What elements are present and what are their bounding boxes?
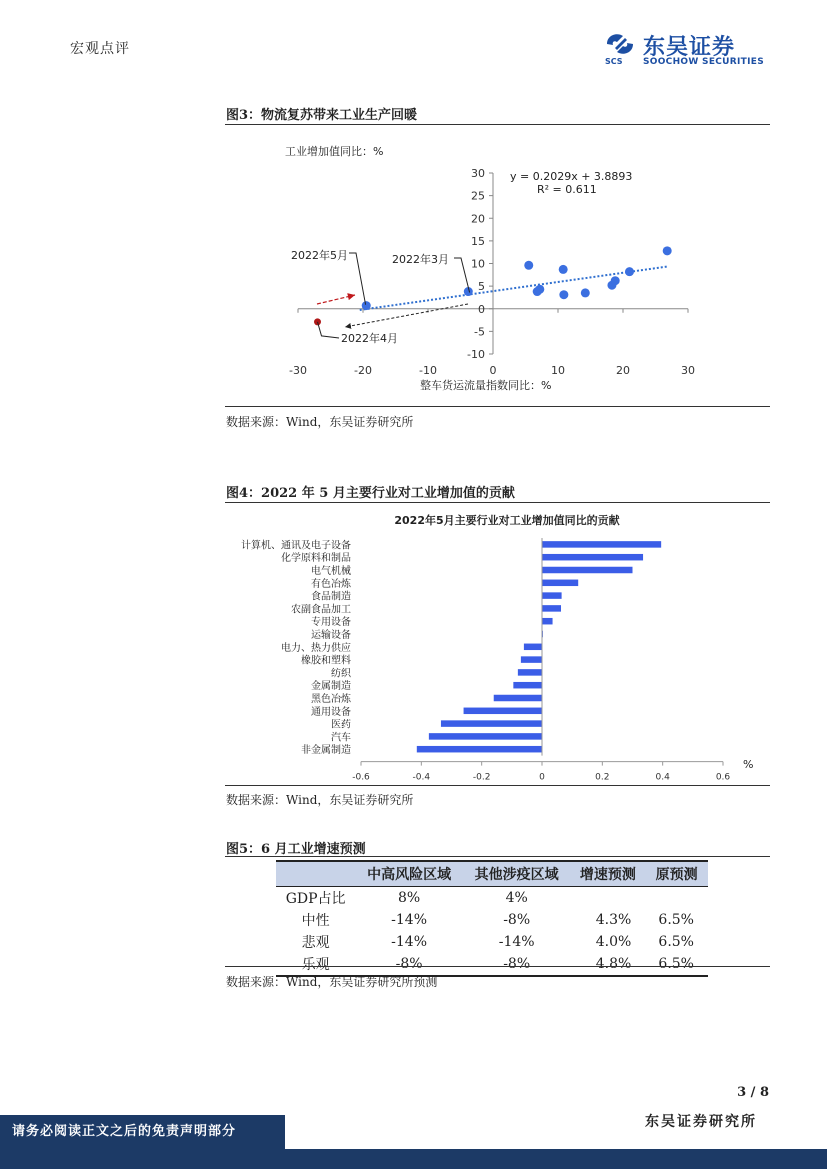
table-header-cell: 原预测: [645, 861, 708, 887]
scatter-point: [362, 301, 371, 310]
scatter-point: [663, 246, 672, 255]
bar-category-label: 农副食品加工: [291, 604, 351, 616]
table-cell: -14%: [391, 934, 428, 950]
bar-category-label: 食品制造: [311, 591, 351, 603]
scatter-r2: R² = 0.611: [537, 183, 597, 196]
scatter-point: [524, 261, 533, 270]
bar: [441, 720, 542, 727]
bar-category-label: 化学原料和制品: [281, 553, 351, 565]
bar: [429, 733, 542, 740]
bar-category-label: 专用设备: [311, 617, 351, 629]
logo-chinese-name: 东吴证券: [643, 35, 736, 60]
scatter-y-tick-label: 25: [471, 189, 485, 203]
table-row: [276, 887, 708, 910]
table-cell: GDP占比: [285, 891, 346, 907]
annotation-may-leader: [349, 253, 366, 305]
scatter-point: [611, 276, 620, 285]
figure5-source: 数据来源：Wind，东吴证券研究所预测: [226, 975, 438, 989]
bar-x-tick-label: -0.6: [352, 772, 370, 782]
table-cell: -14%: [498, 934, 535, 950]
table-header-cell: [276, 861, 355, 887]
table-cell: 4.8%: [570, 953, 645, 976]
table-header-cell: 其他涉疫区域: [463, 861, 571, 887]
scatter-x-tick-label: -30: [289, 364, 307, 377]
table-cell: -8%: [463, 953, 571, 976]
scatter-x-tick-label: 0: [489, 364, 497, 377]
scatter-xlabel: 整车货运流量指数同比：%: [420, 379, 552, 392]
bar-x-tick-label: 0.2: [595, 772, 610, 782]
footer-firm-name: 东吴证券研究所: [645, 1114, 757, 1130]
company-logo: [603, 30, 773, 70]
logo-abbr: SCS: [605, 57, 623, 66]
figure4-title: 图4：2022 年 5 月主要行业对工业增加值的贡献: [226, 486, 515, 501]
bar-x-tick-label: 0.6: [715, 772, 731, 782]
figure3-scatter-chart: [225, 128, 770, 400]
annotation-may: 2022年5月: [291, 249, 348, 262]
bar: [542, 580, 578, 587]
bar-x-tick-label: 0.4: [655, 772, 670, 782]
scatter-y-tick-label: 20: [471, 212, 485, 226]
table-row: [276, 931, 708, 953]
figure4-bottom-rule: [225, 785, 770, 786]
bar-unit-label: %: [743, 758, 754, 771]
report-type-label: 宏观点评: [70, 41, 130, 57]
logo-mark-icon: [603, 30, 637, 58]
bar-x-tick-label: -0.2: [472, 772, 491, 782]
table-header-row: [276, 861, 708, 887]
bar-category-label: 汽车: [331, 732, 351, 744]
table-cell: -8%: [355, 953, 463, 976]
table-row: [276, 909, 708, 931]
figure5-bottom-rule: [225, 966, 770, 967]
annotation-march: 2022年3月: [392, 253, 449, 266]
table-cell: -14%: [391, 912, 428, 928]
bar-x-tick-label: 0: [539, 772, 545, 782]
scatter-y-tick-label: -10: [467, 348, 485, 361]
scatter-y-tick-label: 0: [478, 302, 485, 316]
bar: [513, 682, 542, 689]
figure5-top-rule: [225, 856, 770, 857]
figure5-title: 图5：6 月工业增速预测: [226, 842, 366, 857]
bar: [542, 592, 562, 599]
figure4-top-rule: [225, 502, 770, 503]
page-number: 3 / 8: [737, 1085, 769, 1100]
bar-category-label: 运输设备: [311, 630, 351, 641]
bar: [542, 541, 661, 548]
figure3-title: 图3：物流复苏带来工业生产回暖: [226, 108, 418, 123]
footer-bar: [0, 1149, 827, 1169]
annotation-april-leader: [318, 322, 340, 338]
scatter-point: [581, 288, 590, 297]
figure3-top-rule: [225, 124, 770, 125]
bar-category-label: 电力、热力供应: [281, 642, 351, 654]
bar: [542, 618, 553, 625]
table-cell: 乐观: [276, 953, 355, 976]
table-cell: -8%: [503, 912, 531, 928]
bar: [542, 605, 561, 612]
scatter-y-tick-label: 15: [471, 234, 485, 248]
bar-category-label: 非金属制造: [301, 745, 351, 757]
scatter-y-tick-label: -5: [474, 325, 485, 339]
scatter-ylabel: 工业增加值同比：%: [285, 145, 384, 158]
bar-category-label: 医药: [331, 719, 351, 731]
bar-chart-title: 2022年5月主要行业对工业增加值同比的贡献: [394, 514, 620, 527]
scatter-point: [559, 290, 568, 299]
bar: [417, 746, 542, 753]
scatter-x-tick-label: 20: [616, 364, 630, 377]
table-cell: 悲观: [301, 935, 330, 951]
bar-category-label: 金属制造: [311, 681, 351, 693]
bar: [464, 708, 542, 715]
scatter-y-tick-label: 10: [471, 257, 485, 271]
scatter-x-tick-label: 10: [551, 364, 565, 377]
figure4-bar-chart: [225, 504, 770, 782]
table-cell: 中性: [301, 913, 330, 929]
bar-category-label: 黑色冶炼: [311, 694, 351, 705]
figure3-source: 数据来源：Wind，东吴证券研究所: [226, 415, 414, 429]
table-cell: 4.0%: [595, 934, 632, 950]
disclaimer-banner: 请务必阅读正文之后的免责声明部分: [0, 1115, 285, 1149]
forecast-table: [276, 860, 708, 977]
arrow-red: [317, 295, 355, 304]
table-header-cell: 增速预测: [570, 861, 645, 887]
scatter-x-tick-label: -20: [354, 364, 372, 377]
scatter-point: [559, 265, 568, 274]
table-cell: 6.5%: [658, 934, 694, 950]
table-cell: 4.3%: [595, 912, 632, 928]
figure4-source: 数据来源：Wind，东吴证券研究所: [226, 793, 414, 807]
table-cell: [645, 887, 708, 910]
bar: [494, 695, 542, 702]
table-cell: [570, 887, 645, 910]
bar: [521, 656, 542, 663]
bar-category-label: 纺织: [331, 668, 351, 680]
scatter-y-tick-label: 30: [471, 167, 485, 180]
scatter-point: [535, 285, 544, 294]
bar-category-label: 有色冶炼: [311, 578, 351, 590]
table-cell: 6.5%: [645, 953, 708, 976]
bar: [542, 567, 633, 574]
figure3-bottom-rule: [225, 406, 770, 407]
scatter-equation: y = 0.2029x + 3.8893: [510, 170, 633, 183]
table-cell: 8%: [397, 890, 421, 906]
trend-line: [360, 267, 667, 310]
logo-english-name: SOOCHOW SECURITIES: [643, 57, 764, 67]
scatter-x-tick-label: 30: [681, 364, 695, 377]
table-cell: 4%: [505, 890, 528, 906]
table-cell: 6.5%: [658, 912, 694, 928]
scatter-y-tick-label: 5: [478, 280, 485, 294]
scatter-x-tick-label: -10: [419, 364, 437, 377]
bar: [518, 669, 542, 676]
table-header-cell: 中高风险区域: [355, 861, 463, 887]
bar-category-label: 计算机、通讯及电子设备: [241, 540, 351, 552]
bar: [524, 644, 542, 651]
bar: [542, 554, 643, 561]
annotation-april: 2022年4月: [341, 332, 398, 345]
bar-category-label: 通用设备: [311, 706, 351, 718]
bar-category-label: 电气机械: [311, 566, 351, 577]
bar-x-tick-label: -0.4: [412, 772, 431, 782]
bar-category-label: 橡胶和塑料: [301, 655, 351, 667]
scatter-point: [625, 267, 634, 276]
